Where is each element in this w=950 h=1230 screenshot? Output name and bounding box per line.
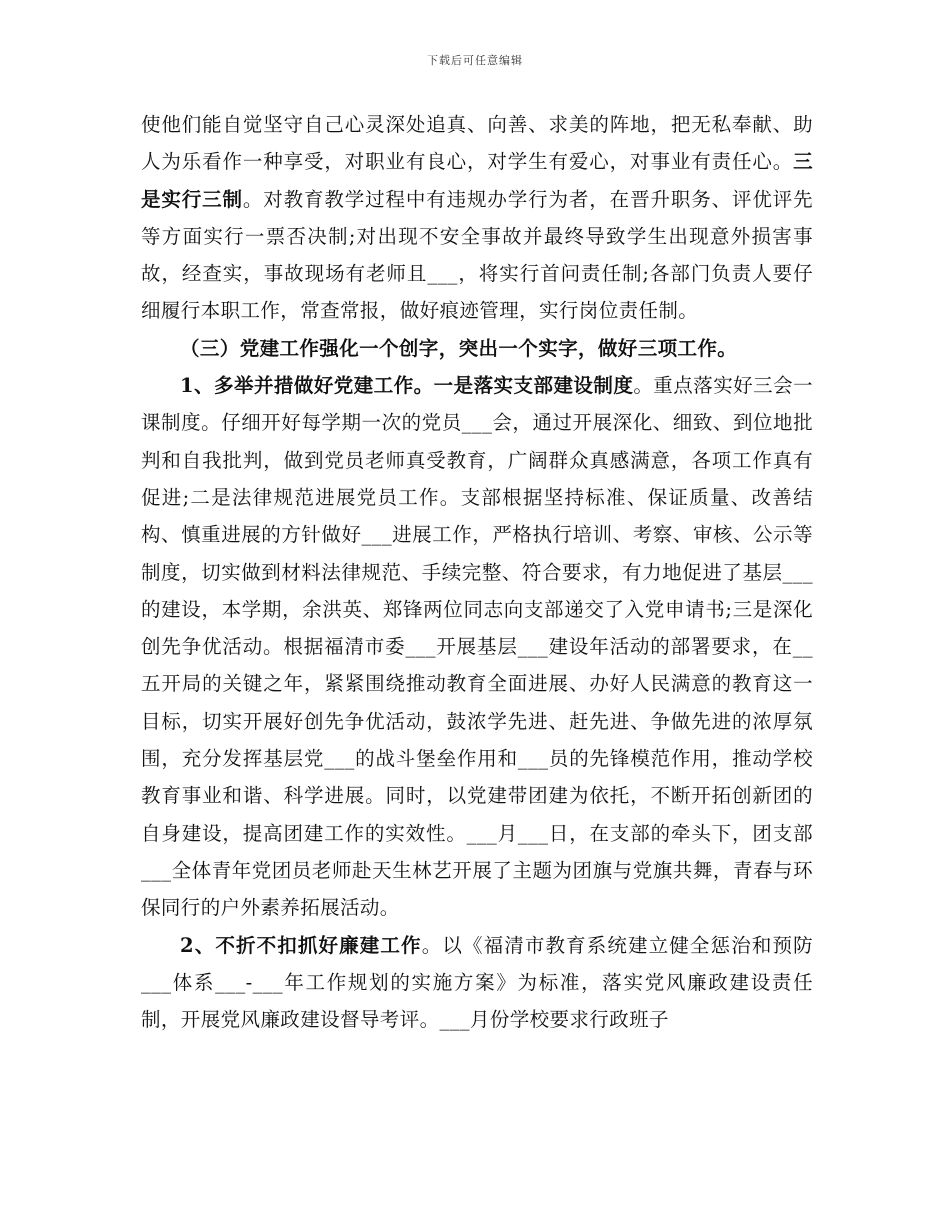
paragraph-3-bold: 1、多举并措做好党建工作。一是落实支部建设制度 [180,374,634,398]
paragraph-1-text-a: 使他们能自觉坚守自己心灵深处追真、向善、求美的阵地，把无私奉献、助人为乐看作一种享受，对职业有良心，对学生有爱心，对事业有责任心。 [141,113,813,174]
paragraph-4-text: 。以《福清市教育系统建立健全惩治和预防___体系___-___年工作规划的实施方案》为标准，落实党风廉政建设责任制，开展党风廉政建设督导考评。___月份学校要求行政班子 [141,933,813,1032]
paragraph-1-text-b: 。对教育教学过程中有违规办学行为者，在晋升职务、评优评先等方面实行一票否决制;对出现不安全事故并最终导致学生出现意外损害事故，经查实，事故现场有老师且___，将实行首问责任制;各部门负责人要仔细履行本职工作，常查常报，做好痕迹管理，实行岗位责任制。 [141,187,813,323]
paragraph-3-text: 。重点落实好三会一课制度。仔细开好每学期一次的党员___会，通过开展深化、细致、到位地批判和自我批判，做到党员老师真受教育，广阔群众真感满意，各项工作真有促进;二是法律规范进展党员工作。支部根据坚持标准、保证质量、改善结构、慎重进展的方针做好___进展工作，严格执行培训、考察、审核、公示等制度，切实做到材料法律规范、手续完整、符合要求，有力地促进了基层___的建设，本学期，余洪英、郑锋两位同志向支部递交了入党申请书;三是深化创先争优活动。根据福清市委___开展基层___建设年活动的部署要求，在__五开局的关键之年，紧紧围绕推动教育全面进展、办好人民满意的教育这一目标，切实开展好创先争优活动，鼓浓学先进、赶先进、争做先进的浓厚氛围，充分发挥基层党___的战斗堡垒作用和___员的先锋模范作用，推动学校教育事业和谐、科学进展。同时，以党建带团建为依托，不断开拓创新团的自身建设，提高团建工作的实效性。___月___日，在支部的牵头下，团支部___全体青年党团员老师赴天生林艺开展了主题为团旗与党旗共舞，青春与环保同行的户外素养拓展活动。 [141,374,813,920]
paragraph-4-bold: 2、不折不扣抓好廉建工作 [180,933,422,957]
document-body [141,106,813,1038]
page-header-note: 下载后可任意编辑 [427,54,523,67]
section-heading: （三）党建工作强化一个创字，突出一个实字，做好三项工作。 [180,336,738,360]
paragraph-1 [141,106,813,330]
paragraph-4 [141,927,813,1039]
paragraph-3 [141,367,813,926]
paragraph-1-bold: 三是实行三制 [141,150,813,211]
